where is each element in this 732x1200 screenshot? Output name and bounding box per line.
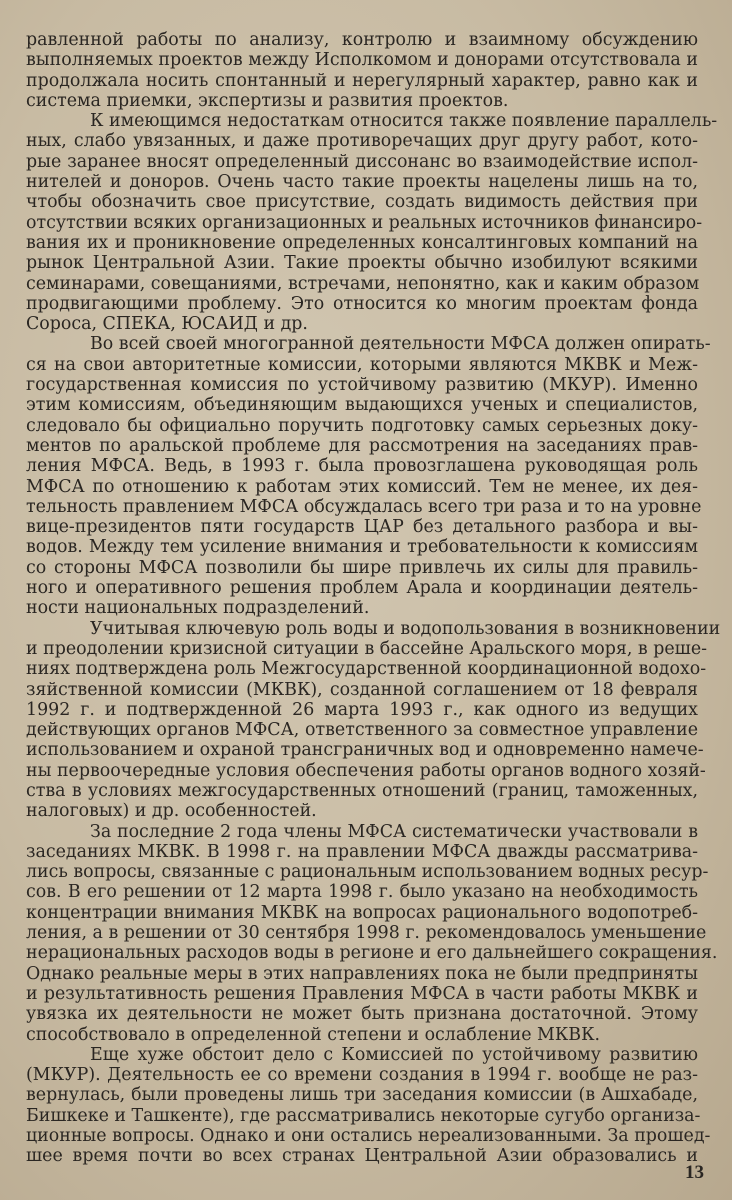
text-line: следовало бы официально поручить подготовку самых серьезных доку-: [26, 415, 698, 436]
text-line: К имеющимся недостаткам относится также появление параллель-: [90, 111, 718, 132]
text-line: равленной работы по анализу, контролю и взаимному обсуждению: [26, 30, 698, 50]
text-line: рые заранее вносят определенный диссонанс во взаимодействие испол-: [26, 151, 698, 172]
text-line: отсутствии всяких организационных и реальных источников финансиро-: [26, 212, 703, 233]
text-line: действующих органов МФСА, ответственного за совместное управление: [26, 720, 698, 741]
text-line: этим комиссиям, объединяющим выдающихся ученых и специалистов,: [26, 395, 698, 416]
text-line: Бишкеке и Ташкенте), где рассматривались некоторые сугубо организа-: [26, 1105, 701, 1126]
text-line: заседаниях МКВК. В 1998 г. на правлении МФСА дважды рассматрива-: [26, 841, 698, 862]
text-line: выполняемых проектов между Исполкомом и донорами отсутствовала и: [26, 50, 698, 71]
text-line: концентрации внимания МКВК на вопросах рационального водопотреб-: [26, 902, 698, 923]
text-line: водов. Между тем усиление внимания и требовательности к комиссиям: [26, 537, 698, 558]
text-line: рынок Центральной Азии. Такие проекты обычно изобилуют всякими: [26, 253, 698, 274]
text-line: ности национальных подразделений.: [26, 598, 370, 619]
text-line: нерациональных расходов воды в регионе и его дальнейшего сокращения.: [26, 943, 718, 964]
text-line: Во всей своей многогранной деятельности МФСА должен опирать-: [90, 334, 711, 355]
page-number: 13: [685, 1162, 704, 1183]
text-line: ционные вопросы. Однако и они остались нереализованными. За прошед-: [26, 1126, 711, 1147]
text-line: ниях подтверждена роль Межгосударственной координационной водохо-: [26, 659, 707, 680]
text-line: ся на свои авторитетные комиссии, которыми являются МКВК и Меж-: [26, 354, 698, 375]
text-line: Еще хуже обстоит дело с Комиссией по устойчивому развитию: [90, 1044, 698, 1065]
text-line: За последние 2 года члены МФСА систематически участвовали в: [90, 821, 698, 842]
text-line: чтобы обозначить свое присутствие, создать видимость действия при: [26, 192, 698, 213]
text-line: и результативность решения Правления МФСА в части работы МКВК и: [26, 983, 698, 1004]
text-line: ментов по аральской проблеме для рассмотрения на заседаниях прав-: [26, 435, 698, 456]
text-line: государственная комиссия по устойчивому развитию (МКУР). Именно: [26, 375, 698, 396]
text-line: продвигающими проблему. Это относится ко многим проектам фонда: [26, 293, 698, 314]
text-line: семинарами, совещаниями, встречами, непонятно, как и каким образом: [26, 273, 700, 294]
text-line: ного и оперативного решения проблем Арала и координации деятель-: [26, 578, 698, 599]
text-line: использованием и охраной трансграничных вод и одновременно намече-: [26, 740, 704, 761]
text-line: нителей и доноров. Очень часто такие проекты нацелены лишь на то,: [26, 172, 698, 193]
text-line: способствовало в определенной степени и ослабление МКВК.: [26, 1024, 601, 1045]
text-line: вернулась, были проведены лишь три заседания комиссии (в Ашхабаде,: [26, 1085, 698, 1106]
text-line: 1992 г. и подтвержденной 26 марта 1993 г., как одного из ведущих: [26, 699, 698, 720]
text-line: со стороны МФСА позволили бы шире привлечь их силы для правиль-: [26, 557, 698, 578]
text-line: лись вопросы, связанные с рациональным использованием водных ресур-: [26, 862, 709, 883]
text-line: зяйственной комиссии (МКВК), созданной соглашением от 18 февраля: [26, 679, 698, 700]
text-line: вания их и проникновение определенных консалтинговых компаний на: [26, 232, 698, 253]
text-line: Однако реальные меры в этих направлениях пока не были предприняты: [26, 963, 698, 984]
text-line: ны первоочередные условия обеспечения работы органов водного хозяй-: [26, 760, 706, 781]
text-line: ления МФСА. Ведь, в 1993 г. была провозглашена руководящая роль: [26, 456, 698, 477]
text-line: система приемки, экспертизы и развития проектов.: [26, 90, 509, 111]
text-line: тельность правлением МФСА обсуждалась всего три раза и то на уровне: [26, 496, 702, 517]
page-body-text: [26, 30, 721, 1167]
text-line: (МКУР). Деятельность ее со времени создания в 1994 г. вообще не раз-: [26, 1065, 698, 1086]
text-line: ных, слабо увязанных, и даже противоречащих друг другу работ, кото-: [26, 131, 698, 152]
text-line: продолжала носить спонтанный и нерегулярный характер, равно как и: [26, 70, 698, 91]
text-line: вице-президентов пяти государств ЦАР без детального разбора и вы-: [26, 517, 698, 538]
text-line: шее время почти во всех странах Центральной Азии образовались и: [26, 1146, 698, 1167]
text-line: ления, а в решении от 30 сентября 1998 г. рекомендовалось уменьшение: [26, 923, 707, 944]
text-line: налоговых) и др. особенностей.: [26, 801, 317, 822]
text-line: сов. В его решении от 12 марта 1998 г. было указано на необходимость: [26, 882, 698, 903]
text-line: и преодолении кризисной ситуации в бассейне Аральского моря, в реше-: [26, 638, 707, 659]
text-line: увязка их деятельности не может быть признана достаточной. Этому: [26, 1004, 698, 1025]
text-line: Учитывая ключевую роль воды и водопользования в возникновении: [90, 618, 721, 639]
text-line: Сороса, СПЕКА, ЮСАИД и др.: [26, 314, 308, 335]
text-line: ства в условиях межгосударственных отношений (границ, таможенных,: [26, 780, 698, 801]
text-line: МФСА по отношению к работам этих комиссий. Тем не менее, их дея-: [26, 476, 698, 497]
